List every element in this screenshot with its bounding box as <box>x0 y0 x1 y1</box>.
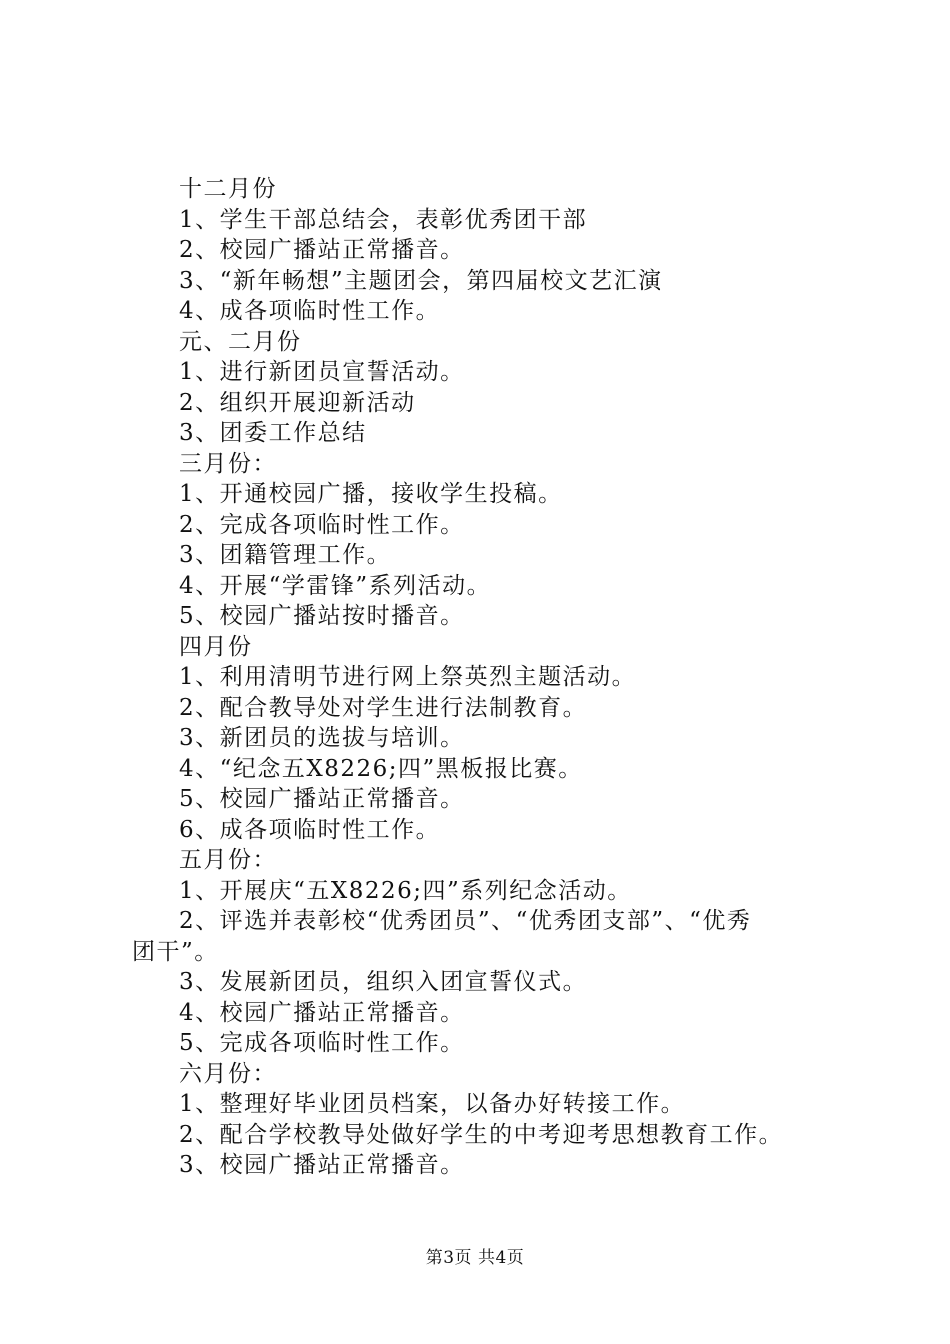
document-line: 三月份： <box>179 450 277 477</box>
document-line: 3、团委工作总结 <box>179 420 367 446</box>
document-line: 4、成各项临时性工作。 <box>179 298 441 324</box>
document-line: 4、“纪念五X8226;四”黑板报比赛。 <box>179 755 583 782</box>
document-line: 3、新团员的选拔与培训。 <box>179 725 465 751</box>
document-line: 6、成各项临时性工作。 <box>179 816 441 843</box>
document-line: 元、二月份 <box>179 328 302 355</box>
document-line: 4、开展“学雷锋”系列活动。 <box>179 572 492 599</box>
document-line: 3、校园广播站正常播音。 <box>179 1152 465 1178</box>
document-line: 2、配合学校教导处做好学生的中考迎考思想教育工作。 <box>179 1121 784 1148</box>
document-line: 1、开展庆“五X8226;四”系列纪念活动。 <box>179 877 632 904</box>
document-line: 1、利用清明节进行网上祭英烈主题活动。 <box>179 664 637 690</box>
document-line: 五月份： <box>179 847 277 873</box>
document-line: 3、发展新团员，组织入团宣誓仪式。 <box>179 969 588 995</box>
document-line: 5、校园广播站按时播音。 <box>179 603 465 629</box>
document-body <box>132 174 852 1181</box>
document-line: 团干”。 <box>132 938 219 965</box>
document-line: 四月份 <box>179 633 253 660</box>
document-line: 1、进行新团员宣誓活动。 <box>179 359 465 385</box>
document-line: 2、组织开展迎新活动 <box>179 389 416 416</box>
document-line: 4、校园广播站正常播音。 <box>179 999 465 1026</box>
document-line: 2、评选并表彰校“优秀团员”、“优秀团支部”、“优秀 <box>179 908 752 934</box>
document-line: 六月份： <box>179 1060 277 1087</box>
document-line: 5、完成各项临时性工作。 <box>179 1030 465 1056</box>
document-line: 2、完成各项临时性工作。 <box>179 511 465 538</box>
document-line: 十二月份 <box>179 176 277 202</box>
document-line: 1、整理好毕业团员档案，以备办好转接工作。 <box>179 1091 686 1117</box>
document-line: 2、配合教导处对学生进行法制教育。 <box>179 694 588 721</box>
document-line: 3、“新年畅想”主题团会，第四届校文艺汇演 <box>179 267 663 294</box>
document-line: 2、校园广播站正常播音。 <box>179 237 465 263</box>
document-line: 1、开通校园广播，接收学生投稿。 <box>179 481 563 507</box>
document-line: 5、校园广播站正常播音。 <box>179 786 465 812</box>
document-line: 1、学生干部总结会，表彰优秀团干部 <box>179 206 588 233</box>
page-footer: 第3页 共4页 <box>425 1248 525 1268</box>
document-line: 3、团籍管理工作。 <box>179 542 392 568</box>
